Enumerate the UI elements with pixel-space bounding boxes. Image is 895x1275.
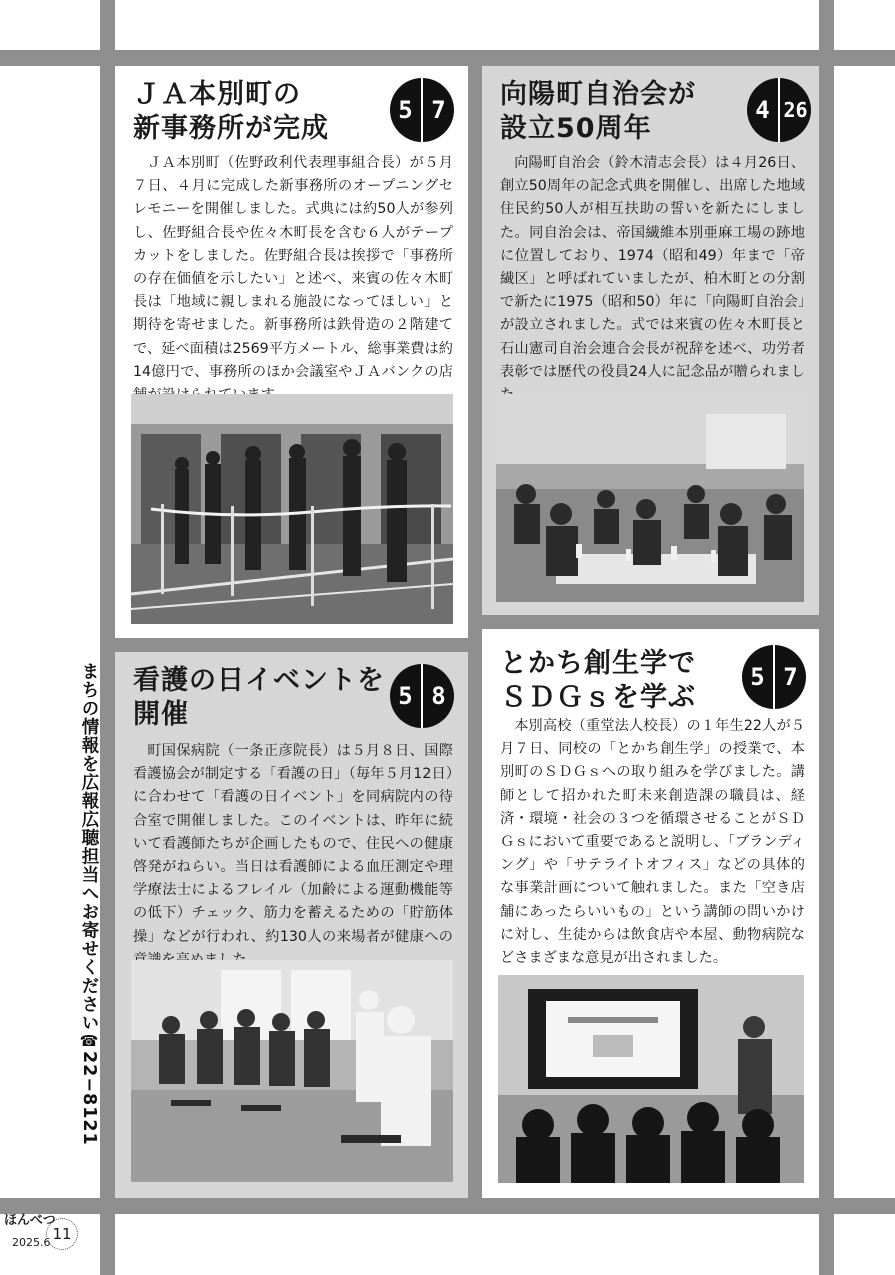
date-badge	[747, 78, 811, 142]
date-month: 5	[398, 96, 413, 124]
telephone-icon: ☎	[80, 1032, 98, 1051]
frame-bar-left-column-split	[100, 638, 482, 652]
date-month: 5	[750, 663, 765, 691]
frame-bar-right	[819, 0, 834, 1275]
page-number: 11	[46, 1218, 78, 1250]
date-day: 7	[431, 96, 446, 124]
date-day: 8	[431, 682, 446, 710]
frame-bar-top	[0, 50, 895, 66]
photo-hospital-waiting-room	[131, 960, 453, 1182]
article-title: とかち創生学で ＳＤＧｓを学ぶ	[500, 648, 696, 713]
article-title: 向陽町自治会が 設立50周年	[500, 79, 696, 144]
article-sdgs-class	[482, 629, 819, 1198]
frame-bar-bottom	[0, 1198, 895, 1214]
date-badge	[742, 645, 806, 709]
frame-bar-right-column-split	[468, 615, 834, 629]
article-koyo-50th	[482, 66, 819, 615]
article-body: 本別高校（重堂法人校長）の１年生22人が５月７日、同校の「とかち創生学」の授業で、本別町のＳＤＧｓへの取り組みを学びました。講師として招かれた町未来創造課の職員は、経済・環境・社会の３つを循環させることがＳＤＧｓにおいて重要であると説明し、「ブランディング」や「サテライトオフィス」などの具体的な事業計画について触れました。また「空き店舗にあったらいいもの」という講師の問いかけに対し、生徒からは飲食店や本屋、動物病院などさまざまな意見が出されました。	[500, 718, 805, 967]
article-title: ＪＡ本別町の 新事務所が完成	[133, 79, 329, 144]
article-nursing-day	[115, 652, 468, 1198]
photo-ceremony-hall	[496, 394, 804, 602]
sidebar-contact-note	[74, 662, 102, 1197]
date-month: 5	[398, 682, 413, 710]
magazine-logo: ほんべつ	[4, 1213, 56, 1228]
article-ja-new-office	[115, 66, 468, 638]
photo-tape-cutting	[131, 394, 453, 624]
article-title: 看護の日イベントを 開催	[133, 665, 385, 730]
date-month: 4	[755, 96, 770, 124]
article-body: ＪＡ本別町（佐野政利代表理事組合長）が５月７日、４月に完成した新事務所のオープニングセレモニーを開催しました。式典には約50人が参列し、佐野組合長や佐々木町長を含む６人がテープカットをしました。佐野組合長は挨拶で「事務所の存在価値を示したい」と述べ、来賓の佐々木町長は「地域に親しまれる施設になってほしい」と期待を寄せました。新事務所は鉄骨造の２階建てで、延べ面積は2569平方メートル、総事業費は約14億円で、事務所のほか会議室やＪＡバンクの店	[133, 155, 453, 380]
frame-bar-middle-vertical	[468, 50, 482, 1214]
date-day: 7	[783, 663, 798, 691]
issue-date: 2025.6	[12, 1236, 51, 1249]
date-badge	[390, 78, 454, 142]
sidebar-message: まちの情報を広報広聴担当へお寄せください	[79, 662, 99, 1032]
date-day: 26	[783, 98, 808, 122]
photo-classroom-presentation	[498, 975, 804, 1183]
sidebar-tel-number: 22−8121	[79, 1051, 99, 1146]
date-badge	[390, 664, 454, 728]
article-body: 町国保病院（一条正彦院長）は５月８日、国際看護協会が制定する「看護の日」（毎年５月12日）に合わせて「看護の日イベント」を同病院内の待合室で開催しました。このイベントは、昨年に続いて看護師たちが企画したもので、住民への健康啓発がねらい。当日は看護師による血圧測定や理学療法士によるフレイル（加齢による運動機能等の低下）チェック、筋力を蓄えるための「貯筋体操」などが行われ、約130人の来場者が健康への	[133, 743, 453, 945]
article-body: 向陽町自治会（鈴木清志会長）は４月26日、創立50周年の記念式典を開催し、出席した地域住民約50人が相互扶助の誓いを新たにしました。同自治会は、帝国繊維本別亜麻工場の跡地に位置しており、1974（昭和49）年まで「帝繊区」と呼ばれていましたが、柏木町との分割で新たに1975（昭和50）年に「向陽町自治会」が設立されました。式では来賓の佐々木町長と石山憲司自治会連合会長が祝辞を述べ、功労者表彰では歴代の役員24人に記念品が贈られまし	[500, 155, 805, 380]
